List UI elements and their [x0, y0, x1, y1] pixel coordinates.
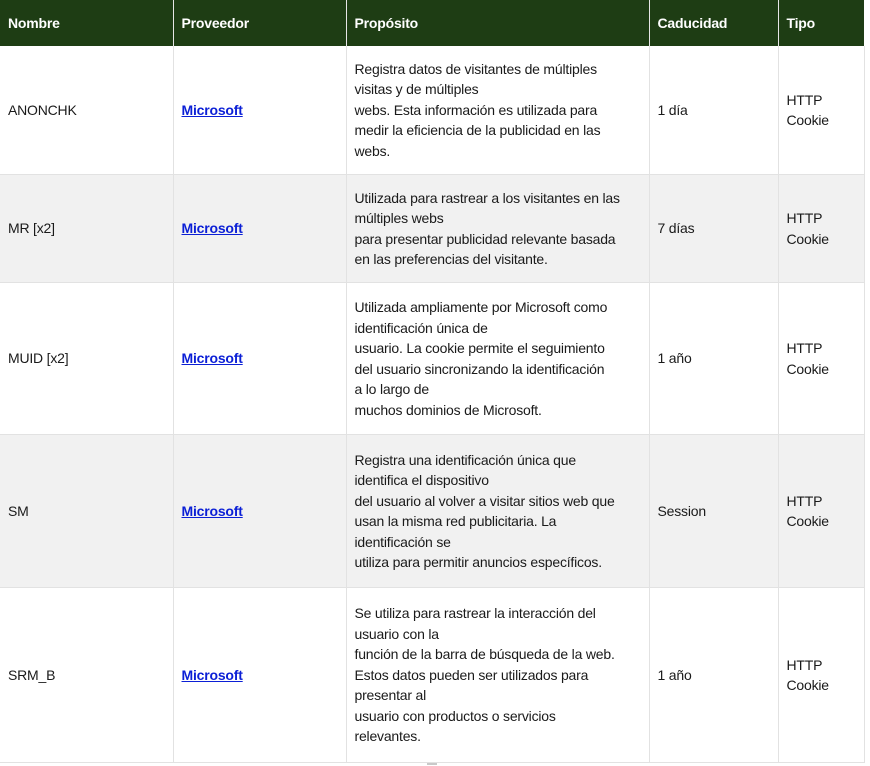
type-cell: [778, 588, 864, 763]
cookie-name: ANONCHK: [0, 46, 173, 175]
purpose-line: a lo largo de: [354, 381, 429, 397]
type-cell: [778, 283, 864, 435]
purpose-line: relevantes.: [354, 728, 421, 745]
table-row: [0, 283, 864, 435]
type-line: Cookie: [786, 112, 829, 128]
purpose-line: identificación única de: [354, 319, 488, 336]
purpose-line: identificación se: [354, 533, 451, 550]
table-row: [0, 588, 864, 763]
type-line: HTTP: [786, 91, 823, 108]
provider-cell: [173, 175, 346, 283]
purpose-line: usuario con productos o servicios: [354, 707, 556, 724]
purpose-line: usan la misma red publicitaria. La: [354, 513, 557, 529]
header-type: Tipo: [778, 0, 864, 46]
table-row: [0, 435, 864, 588]
type-line: Cookie: [786, 513, 829, 529]
scroll-indicator: [427, 763, 437, 765]
type-cell: [778, 435, 864, 588]
cookie-name: SRM_B: [0, 588, 173, 763]
provider-link[interactable]: Microsoft: [181, 666, 243, 683]
cookie-name: SM: [0, 435, 173, 588]
purpose-cell: [346, 283, 649, 435]
purpose-line: utiliza para permitir anuncios específicos.: [354, 554, 602, 570]
purpose-line: Utilizada para rastrear a los visitantes en las: [354, 189, 620, 206]
purpose-line: identifica el dispositivo: [354, 472, 489, 488]
header-provider: Proveedor: [173, 0, 346, 46]
type-line: Cookie: [786, 360, 829, 377]
type-line: HTTP: [786, 210, 823, 226]
purpose-cell: [346, 46, 649, 175]
provider-link[interactable]: Microsoft: [181, 220, 243, 237]
purpose-line: usuario con la: [354, 625, 439, 642]
purpose-line: medir la eficiencia de la publicidad en las: [354, 122, 601, 139]
provider-link[interactable]: Microsoft: [181, 350, 243, 367]
purpose-line: presentar al: [354, 687, 427, 704]
provider-cell: [173, 283, 346, 435]
expiry-cell: 1 año: [649, 283, 778, 435]
type-cell: [778, 175, 864, 283]
table-row: [0, 46, 864, 175]
expiry-cell: Session: [649, 435, 778, 588]
purpose-line: múltiples webs: [354, 210, 444, 226]
type-line: HTTP: [786, 340, 823, 356]
purpose-line: Estos datos pueden ser utilizados para: [354, 666, 589, 683]
expiry-cell: 1 día: [649, 46, 778, 175]
purpose-cell: [346, 435, 649, 588]
purpose-cell: [346, 175, 649, 283]
purpose-cell: [346, 588, 649, 763]
header-row: [0, 0, 864, 46]
purpose-line: Utilizada ampliamente por Microsoft como: [354, 299, 608, 315]
table-header: [0, 0, 864, 46]
purpose-line: muchos dominios de Microsoft.: [354, 401, 542, 418]
purpose-line: visitas y de múltiples: [354, 81, 479, 98]
type-line: Cookie: [786, 230, 829, 247]
purpose-line: webs.: [354, 142, 391, 159]
purpose-line: en las preferencias del visitante.: [354, 251, 548, 267]
type-line: HTTP: [786, 656, 823, 673]
provider-link[interactable]: Microsoft: [181, 502, 243, 519]
table-body: [0, 46, 864, 763]
header-expiry: Caducidad: [649, 0, 778, 46]
purpose-line: del usuario al volver a visitar sitios web que: [354, 492, 615, 509]
type-cell: [778, 46, 864, 175]
cookie-name: MUID [x2]: [0, 283, 173, 435]
provider-cell: [173, 588, 346, 763]
provider-cell: [173, 435, 346, 588]
provider-cell: [173, 46, 346, 175]
provider-link[interactable]: Microsoft: [181, 101, 243, 118]
header-purpose: Propósito: [346, 0, 649, 46]
expiry-cell: 7 días: [649, 175, 778, 283]
type-line: HTTP: [786, 492, 823, 509]
purpose-line: usuario. La cookie permite el seguimiento: [354, 340, 605, 356]
header-name: Nombre: [0, 0, 173, 46]
purpose-line: del usuario sincronizando la identificación: [354, 360, 605, 377]
type-line: Cookie: [786, 677, 829, 693]
purpose-line: Se utiliza para rastrear la interacción del: [354, 605, 596, 622]
purpose-line: Registra datos de visitantes de múltiples: [354, 60, 597, 77]
purpose-line: Registra una identificación única que: [354, 451, 576, 468]
cookie-name: MR [x2]: [0, 175, 173, 283]
purpose-line: función de la barra de búsqueda de la web.: [354, 646, 615, 663]
purpose-line: para presentar publicidad relevante basada: [354, 230, 616, 247]
expiry-cell: 1 año: [649, 588, 778, 763]
table-row: [0, 175, 864, 283]
purpose-line: webs. Esta información es utilizada para: [354, 101, 598, 118]
